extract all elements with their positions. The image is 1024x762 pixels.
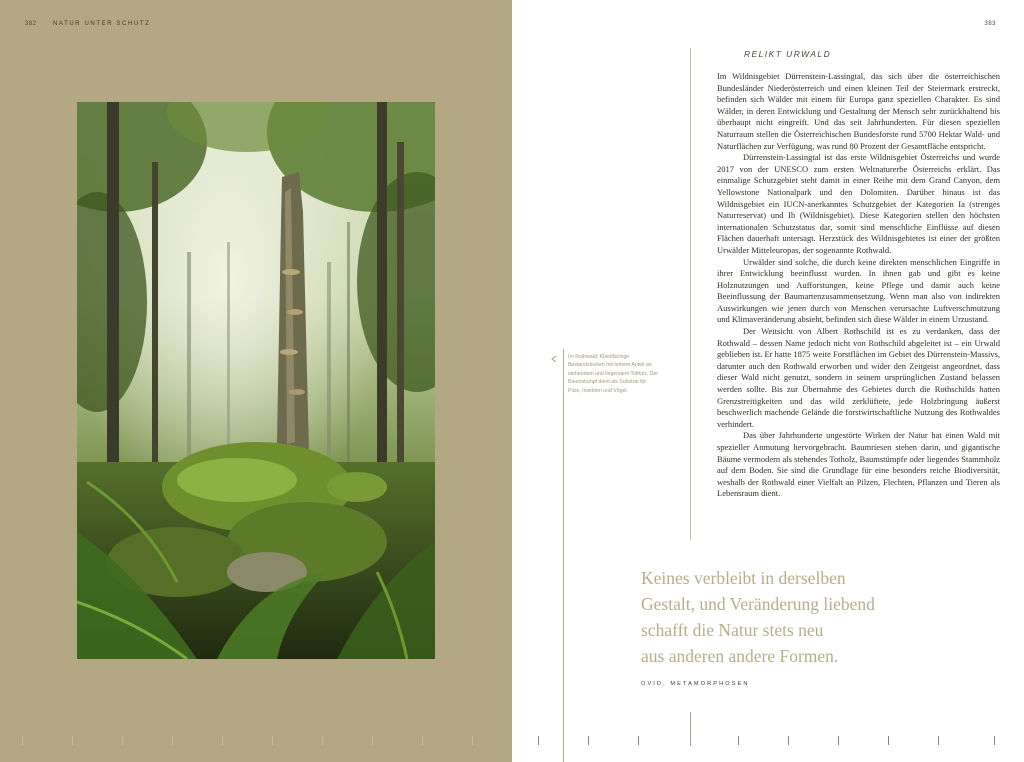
paragraph: Dürrenstein-Lassingtal ist das erste Wildnisgebiet Österreichs und wurde 2017 von der UNESCO zum ersten Weltnaturerbe Österreichs erklärt. Das einmalige Schutzgebiet steht damit in einer Reihe mit dem Grand Canyon, dem Yellowstone Nationalpark und den Dolomiten. Darüber hinaus ist das Wildnisgebiet ein IUCN-anerkanntes Schutzgebiet der Kategorien Ia (strenges Naturreservat) und Ib (Wildnisgebiet). Diese Kategorien stellen den höchsten internationalen Schutzstatus dar, somit sind menschliche Einflüsse auf diesen Flächen dauerhaft untersagt. Herzstück des Wildnisgebietes ist einer der größten Urwälder Mitteleuropas, der sogenannte Rothwald.	[717, 152, 1000, 255]
caption-rule	[563, 349, 564, 762]
ruler-tick	[838, 736, 839, 745]
forest-photo	[77, 102, 435, 659]
ruler-tick	[22, 736, 23, 745]
ruler-tick	[172, 736, 173, 745]
paragraph: Der Weitsicht von Albert Rothschild ist es zu verdanken, dass der Rothwald – dessen Name jedoch nicht von Rothschild abgeleitet ist – ein Urwald geblieben ist. Er hatte 1875 weite Forstflächen im Gebiet des Dürrenstein-Massivs, darunter auch den Rothwald erworben und wider den Zeitgeist angeordnet, dass dieser Wald nicht genutzt, sondern in seinem ursprünglichen Zustand belassen werden sollte. Bis zur Übernahme des Gebietes durch die Rothschilds hatten Grenzstreitigkeiten und das wild zerklüftete, jede Holzbringung äußerst beschwerlich machende Gelände die forstwirtschaftliche Nutzung des Rothwaldes verhindert.	[717, 326, 1000, 429]
ruler-tick	[994, 736, 995, 745]
quote-line: Keines verbleibt in derselben	[641, 568, 846, 588]
photo-caption: Im Rothwald: Kleinflächige Bestandslücken mit hohem Anteil an stehendem und liegendem Totholz. Der Baumstumpf dient als Substrat für Pilze, Insekten und Vögel.	[568, 354, 659, 394]
page-number-left: 382	[25, 21, 37, 27]
ruler-tick	[888, 736, 889, 745]
ruler-tick	[222, 736, 223, 745]
quote-line: Gestalt, und Veränderung liebend	[641, 594, 875, 614]
page-number-right: 383	[984, 21, 996, 27]
ruler-tick	[938, 736, 939, 745]
ruler-tick	[472, 736, 473, 745]
section-title: RELIKT URWALD	[744, 49, 832, 59]
ruler-tick	[422, 736, 423, 745]
bottom-rule	[690, 712, 691, 746]
quote-line: aus anderen andere Formen.	[641, 646, 839, 666]
pull-quote	[641, 565, 971, 669]
ruler-tick	[588, 736, 589, 745]
ruler-tick	[372, 736, 373, 745]
body-text	[717, 71, 1000, 500]
ruler-tick	[322, 736, 323, 745]
quote-line: schafft die Natur stets neu	[641, 620, 824, 640]
ruler-tick	[72, 736, 73, 745]
ruler-tick	[272, 736, 273, 745]
ruler-tick	[738, 736, 739, 745]
quote-source: OVID, METAMORPHOSEN	[641, 681, 750, 687]
paragraph: Das über Jahrhunderte ungestörte Wirken der Natur hat einen Wald mit spezieller Anmutung hervorgebracht. Baumriesen stehen darin, und gigantische Bäume vermodern als stehendes Totholz, Baumstümpfe oder liegendes Stammholz auf dem Boden. Sie sind die Grundlage für eine besonders reiche Biodiversität, weshalb der Rothwald einer Vielfalt an Pilzen, Flechten, Pflanzen und Tieren als Lebensraum dient.	[717, 430, 1000, 499]
caption-pointer-icon	[549, 354, 559, 364]
paragraph: Urwälder sind solche, die durch keine direkten menschlichen Eingriffe in ihrer Entwicklung beeinflusst wurden. In ihnen gab und gibt es keine Holznutzungen und Aufforstungen, keine Pflege und damit auch keine Beeinflussung der Baumartenzusammensetzung. Wenn man also von indirekten Auswirkungen wie jenen durch von Menschen verursachte Luftverschmutzung und Klimaveränderung absieht, befinden sich diese Wälder in einem Urzustand.	[717, 256, 1000, 325]
ruler-tick	[638, 736, 639, 745]
paragraph: Im Wildnisgebiet Dürrenstein-Lassingtal, das sich über die österreichischen Bundesländer Niederösterreich und einen kleinen Teil der Steiermark erstreckt, befinden sich Wälder mit einem für Europa ganz speziellen Charakter. Es sind Wälder, in deren Entwicklung und Gestaltung der Mensch sehr zurückhaltend bis überhaupt nicht eingreift. Und das seit Jahrhunderten. Für diesen speziellen Naturraum stellen die Österreichischen Bundesforste rund 5700 Hektar Wald- und Naturflächen zur Verfügung, was rund 80 Prozent der Gesamtfläche entspricht.	[717, 71, 1000, 151]
text-column-rule	[690, 48, 691, 540]
ruler-tick	[788, 736, 789, 745]
ruler-tick	[538, 736, 539, 745]
running-head: NATUR UNTER SCHUTZ	[53, 21, 151, 27]
ruler-tick	[122, 736, 123, 745]
